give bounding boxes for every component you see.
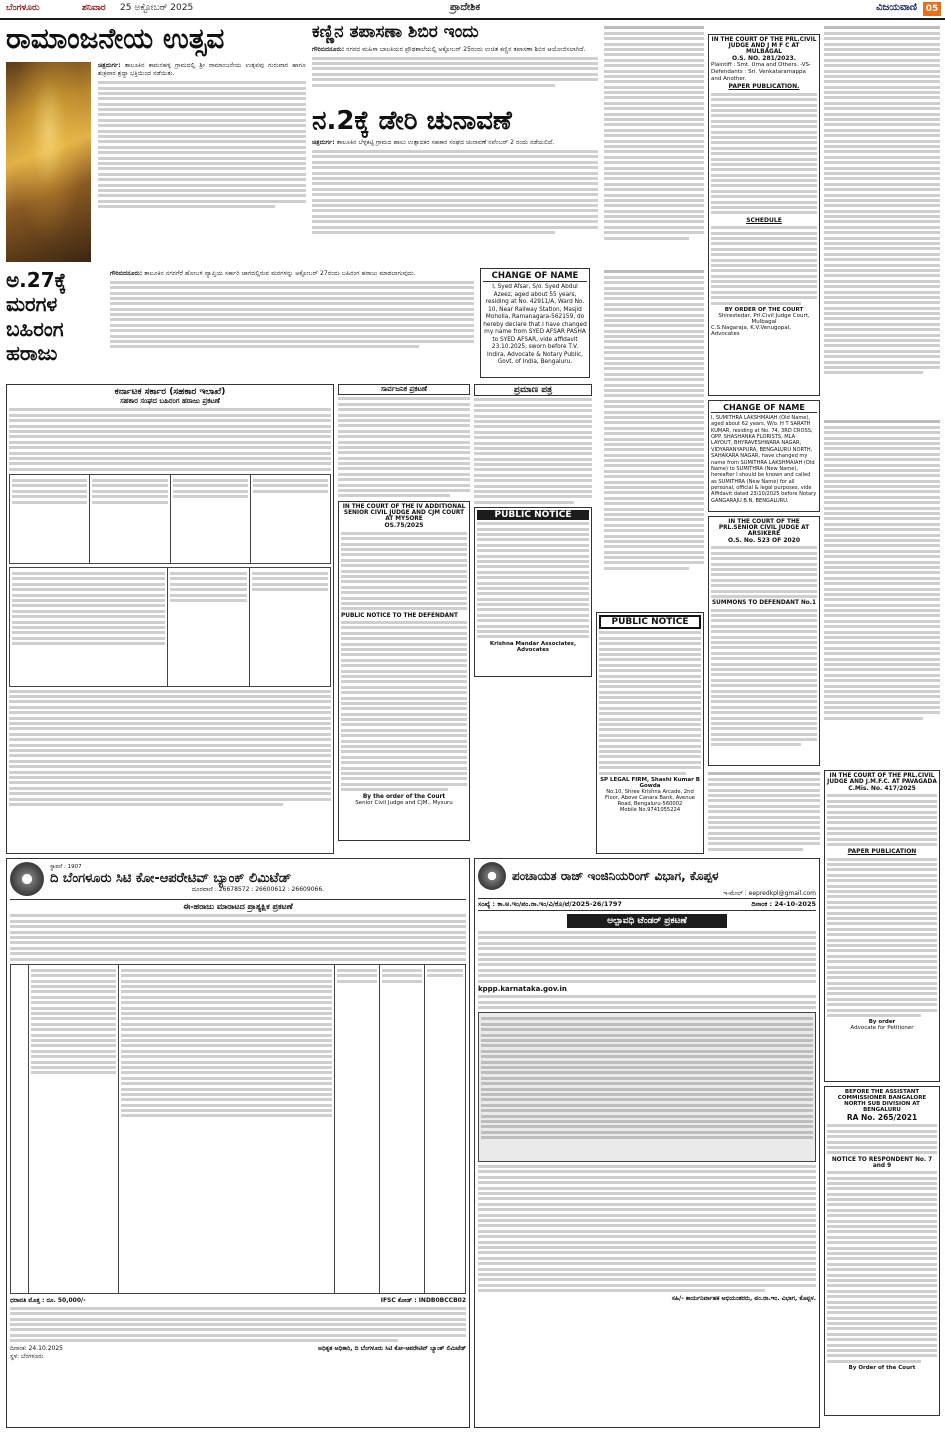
- court-title: IN THE COURT OF THE PRL.CIVIL JUDGE AND J.M.F.C. AT PAVAGADA: [827, 773, 937, 785]
- tender-footer: ಸಹಿ/- ಕಾರ್ಯನಿರ್ವಾಹಕ ಅಭಿಯಂತರರು, ಪಂ.ರಾ.ಇಂ. ವಿಭಾಗ, ಕೊಪ್ಪಳ.: [671, 1295, 816, 1303]
- ad-body: I, Syed Afsar, S/o. Syed Abdul Azeez, aged about 55 years, residing at No. 42911/A, Ward No. 10, Near Railway Station, Masjid Moholla, Ramanagara-562159, do hereby declare that I have changed my name from SYED AFSAR PASHA to SYED AFSAR, vide affidavit 23.10.2025, sworn before T.V. Indira, Advocate & Notary Public, Govt. of India, Bengaluru.: [483, 284, 587, 366]
- bank-auction-ad: [6, 858, 470, 1428]
- notice-column-e: [338, 384, 470, 854]
- notice-mobile: Mobile No.9741055224: [619, 806, 681, 813]
- court-order: By Order of the Court: [848, 1365, 916, 1372]
- bank-place: ಸ್ಥಳ: ಬೆಂಗಳೂರು: [10, 1352, 44, 1360]
- story-title: ರಾಮಾಂಜನೇಯ ಉತ್ಸವ: [6, 24, 225, 55]
- bank-logo-icon: [10, 862, 44, 896]
- court-order: By the order of the Court: [362, 793, 446, 800]
- header-day: ಶನಿವಾರ: [82, 3, 106, 13]
- story-title-line: ಬಹಿರಂಗ: [6, 316, 64, 341]
- tender-date: ದಿನಾಂಕ : 24-10-2025: [751, 900, 816, 908]
- notice-firm: SP LEGAL FIRM, Shashi Kumar B Gowda: [600, 776, 700, 789]
- tender-heading: ಅಲ್ಪಾವಧಿ ಟೆಂಡರ್ ಪ್ರಕಟಣೆ: [567, 914, 727, 928]
- notice-column-d: [824, 418, 940, 766]
- case-parties: Plaintiff : Smt. Uma and Others. -VS- Defendants : Sri. Venkataramappa and Another.: [711, 62, 812, 83]
- bank-ifsc: IFSC ಕೋಡ್ : INDB0BCCB02: [380, 1296, 466, 1304]
- court-advocate: C.S.Nagaraja, K.V.Venugopal, Advocates: [711, 325, 792, 338]
- court-title: IN THE COURT OF THE PRL.CIVIL JUDGE AND J M F C AT MULBAGAL: [711, 37, 817, 55]
- court-officer: Shirestedar, Prl.Civil Judge Court, Mulbagal: [718, 313, 810, 326]
- story-dateline: ಗೌರಿಬಿದನೂರು:: [312, 45, 345, 53]
- header-date: 25 ಅಕ್ಟೋಬರ್ 2025: [120, 3, 194, 13]
- govt-emblem-icon: [478, 862, 506, 890]
- story-dateline: ಚಿತ್ರದುರ್ಗ:: [98, 62, 121, 69]
- public-notice-2: [596, 612, 704, 854]
- tender-ref: ಸಂಖ್ಯೆ : ಕಾ.ಅ.ಇಂ/ಪಂ.ರಾ.ಇಂ/ವಿ/ಕೊ/ಟೆ/2025-26/1797: [478, 900, 622, 908]
- tender-portal: kppp.karnataka.gov.in: [478, 984, 567, 993]
- notice-column-a: [604, 24, 704, 264]
- story-body: ತಾಲೂಕಿನ ನಗರಗೆರೆ ಹೋಬಳಿ ವ್ಯಾಪ್ತಿಯ ಸರ್ಕಾರಿ ಜಾಗದಲ್ಲಿರುವ ಮರಗಳನ್ನು ಅಕ್ಟೋಬರ್ 27ರಂದು ಬಹಿರಂಗ ಹರಾಜು ಮಾಡಲಾಗುವುದು.: [144, 270, 416, 277]
- notice-heading: PUBLIC NOTICE TO THE DEFENDANT: [341, 612, 458, 619]
- notice-heading: PAPER PUBLICATION: [847, 848, 917, 856]
- notice-column-f: [474, 384, 592, 854]
- court-officer: Senior Civil Judge and CJM., Mysuru: [355, 799, 453, 806]
- case-number: O.S. No. 523 OF 2020: [727, 537, 801, 544]
- court-title: IN THE COURT OF THE PRL.SENIOR CIVIL JUDGE AT ARSIKERE: [718, 519, 810, 537]
- court-order: By order: [868, 1019, 896, 1026]
- case-number: O.S. NO. 281/2023.: [732, 55, 796, 62]
- page-header: [0, 0, 945, 20]
- court-notice-mysore: [338, 501, 470, 841]
- story-eye-camp: [312, 24, 598, 106]
- court-notice-mulbagal: [708, 34, 820, 396]
- court-advocate: Advocate for Petitioner: [850, 1025, 914, 1032]
- bank-phone: ದೂರವಾಣಿ : 26678572 : 26600612 : 26609066.: [191, 886, 325, 893]
- ad-subtitle: ಸಹಕಾರ ಸಂಘದ ಬಹಿರಂಗ ಹರಾಜು ಪ್ರಕಟಣೆ: [120, 397, 220, 405]
- story-title-line: ಅ.27ಕ್ಕೆ: [6, 268, 67, 292]
- notice-column-b: [824, 24, 940, 414]
- print-registration-marks: [0, 1438, 945, 1448]
- story-dairy-election: [312, 108, 598, 264]
- court-notice-arsikere: [708, 516, 820, 766]
- case-number: OS.75/2025: [384, 522, 424, 530]
- bank-amount: ಧರಾವತಿ ಮೊತ್ತ : ರೂ. 50,000/-: [10, 1296, 86, 1304]
- notice-title: ಪ್ರಮಾಣ ಪತ್ರ: [474, 384, 592, 396]
- tender-notice: [474, 858, 820, 1428]
- change-of-name-ad: [480, 268, 590, 378]
- bank-auction-heading: ಈ-ಹರಾಜು ಮಾರಾಟದ ಪ್ರಾತ್ಯಕ್ಷಿಕ ಪ್ರಕಟಣೆ: [183, 902, 293, 911]
- story-photo: [6, 62, 91, 262]
- page-number-badge: 05: [923, 2, 941, 16]
- public-notice-1: [474, 507, 592, 677]
- ad-title: ಕರ್ನಾಟಕ ಸರ್ಕಾರ (ಸಹಕಾರ ಇಲಾಖೆ): [114, 387, 226, 397]
- header-section: ಪ್ರಾದೇಶಿಕ: [450, 2, 481, 13]
- notice-title: ಸಾರ್ವಜನಿಕ ಪ್ರಕಟಣೆ: [338, 384, 470, 395]
- court-title: BEFORE THE ASSISTANT COMMISSIONER BANGALORE NORTH SUB DIVISION AT BENGALURU: [837, 1089, 927, 1113]
- court-order: BY ORDER OF THE COURT: [724, 307, 804, 314]
- notice-heading: PAPER PUBLICATION.: [728, 83, 800, 91]
- notice-title: PUBLIC NOTICE: [599, 615, 701, 629]
- story-dateline: ಗೌರಿಬಿದನೂರು:: [110, 270, 143, 277]
- ad-body: I, SUMITHRA LAKSHMAIAH (Old Name), aged about 62 years, W/o. H T SARATH KUMAR, residing at No. 74, 3RD CROSS, OPP. SHASHANKA FLORISTS, MLA LAYOUT, BHYRAVESHWARA NAGAR, VIDYARANYAPURA, BENGALURU NORTH, SAHAKARA NAGAR, have changed my name from SUMITHRA LAKSHMAIAH (Old Name) to SUMITHRA (New Name), hereafter I should be known and called as SUMITHRA (New Name) for all personal, official & legal purposes, vide Affidavit dated 23/10/2025 before Notary GANGARAJU.B.N, BENGALURU.: [711, 415, 817, 504]
- story-ramanjaneya: [6, 24, 306, 264]
- story-body: ತಾಲೂಕಿನ ಕಾಮನಹಳ್ಳಿ ಗ್ರಾಮದಲ್ಲಿ ಶ್ರೀ ರಾಮಾಂಜನೇಯ ಉತ್ಸವವು ಗುರುವಾರ ಹಾಗೂ ಶುಕ್ರವಾರ ಶ್ರದ್ಧಾ ಭಕ್ತಿಯಿಂದ ನಡೆಯಿತು.: [98, 62, 306, 78]
- bank-property-table: [10, 964, 466, 1294]
- notice-title: PUBLIC NOTICE: [477, 510, 589, 520]
- bank-title: ದಿ ಬೆಂಗಳೂರು ಸಿಟಿ ಕೋ-ಆಪರೇಟಿವ್ ಬ್ಯಾಂಕ್ ಲಿಮಿಟೆಡ್: [50, 871, 292, 886]
- header-paper-name: ವಿಜಯವಾಣಿ: [876, 2, 917, 13]
- schedule-heading: SCHEDULE: [746, 216, 782, 224]
- notice-column-g: [708, 770, 820, 860]
- bank-date: ದಿನಾಂಕ: 24.10.2025: [10, 1344, 63, 1352]
- tender-works-list: [478, 1012, 816, 1162]
- story-title-line: ಹರಾಜು: [6, 341, 58, 366]
- story-body: ನಗರದ ಮಹಿಳಾ ಬಾಲಕಿಯರ ಪ್ರೌಢಶಾಲೆಯಲ್ಲಿ ಅಕ್ಟೋಬರ್ 25ರಂದು ಉಚಿತ ಕಣ್ಣಿನ ತಪಾಸಣಾ ಶಿಬಿರ ಆಯೋಜಿಸಲಾಗಿದೆ.: [346, 45, 586, 53]
- story-title: ಕಣ್ಣಿನ ತಪಾಸಣಾ ಶಿಬಿರ ಇಂದು: [312, 24, 479, 42]
- ad-title: CHANGE OF NAME: [711, 403, 817, 413]
- bank-footer: ಅಧಿಕೃತ ಅಧಿಕಾರಿ, ದಿ ಬೆಂಗಳೂರು ಸಿಟಿ ಕೋ-ಆಪರೇಟಿವ್ ಬ್ಯಾಂಕ್ ಲಿಮಿಟೆಡ್: [317, 1344, 466, 1352]
- ad-title: CHANGE OF NAME: [483, 271, 587, 282]
- header-city: ಬೆಂಗಳೂರು: [6, 3, 40, 13]
- case-number: C.Mis. No. 417/2025: [848, 785, 916, 792]
- court-title: IN THE COURT OF THE IV ADDITIONAL SENIOR CIVIL JUDGE AND CJM COURT AT MYSORE: [342, 504, 466, 523]
- story-dateline: ಚಿತ್ರದುರ್ಗ:: [312, 139, 335, 147]
- bank-est: ಸ್ಥಾಪನೆ : 1907: [50, 864, 82, 870]
- notice-address: No.10, Shree Krishna Arcade, 2nd Floor, Above Canara Bank, Avenue Road, Bengaluru-560002: [605, 788, 695, 807]
- story-body: ತಾಲೂಕಿನ ಬೆಳ್ಳಕಟ್ಟಿ ಗ್ರಾಮದ ಹಾಲು ಉತ್ಪಾದಕರ ಸಹಕಾರ ಸಂಘದ ಚುನಾವಣೆ ನವೆಂಬರ್ 2 ರಂದು ನಡೆಯಲಿದೆ.: [336, 139, 555, 147]
- change-of-name-ad: [708, 400, 820, 512]
- ac-notice-bangalore: [824, 1086, 940, 1416]
- story-tree-auction: [6, 268, 476, 378]
- notice-heading: SUMMONS TO DEFENDANT No.1: [711, 600, 817, 607]
- notice-column-c: [604, 268, 704, 608]
- govt-auction-notice: [6, 384, 334, 854]
- case-number: RA No. 265/2021: [846, 1113, 918, 1122]
- tender-email: ಇ-ಮೇಲ್ : eepredkpl@gmail.com: [723, 890, 816, 897]
- notice-heading: NOTICE TO RESPONDENT No. 7 and 9: [831, 1156, 933, 1169]
- story-title: ನ.2ಕ್ಕೆ ಡೇರಿ ಚುನಾವಣೆ: [312, 108, 512, 136]
- notice-firm: Krishna Mandar Associates, Advocates: [489, 640, 577, 653]
- tender-title: ಪಂಚಾಯತ ರಾಜ್ ಇಂಜಿನಿಯರಿಂಗ್ ವಿಭಾಗ, ಕೊಪ್ಪಳ: [512, 868, 719, 883]
- story-title-line: ಮರಗಳ: [6, 292, 58, 317]
- court-notice-pavagada: [824, 770, 940, 1082]
